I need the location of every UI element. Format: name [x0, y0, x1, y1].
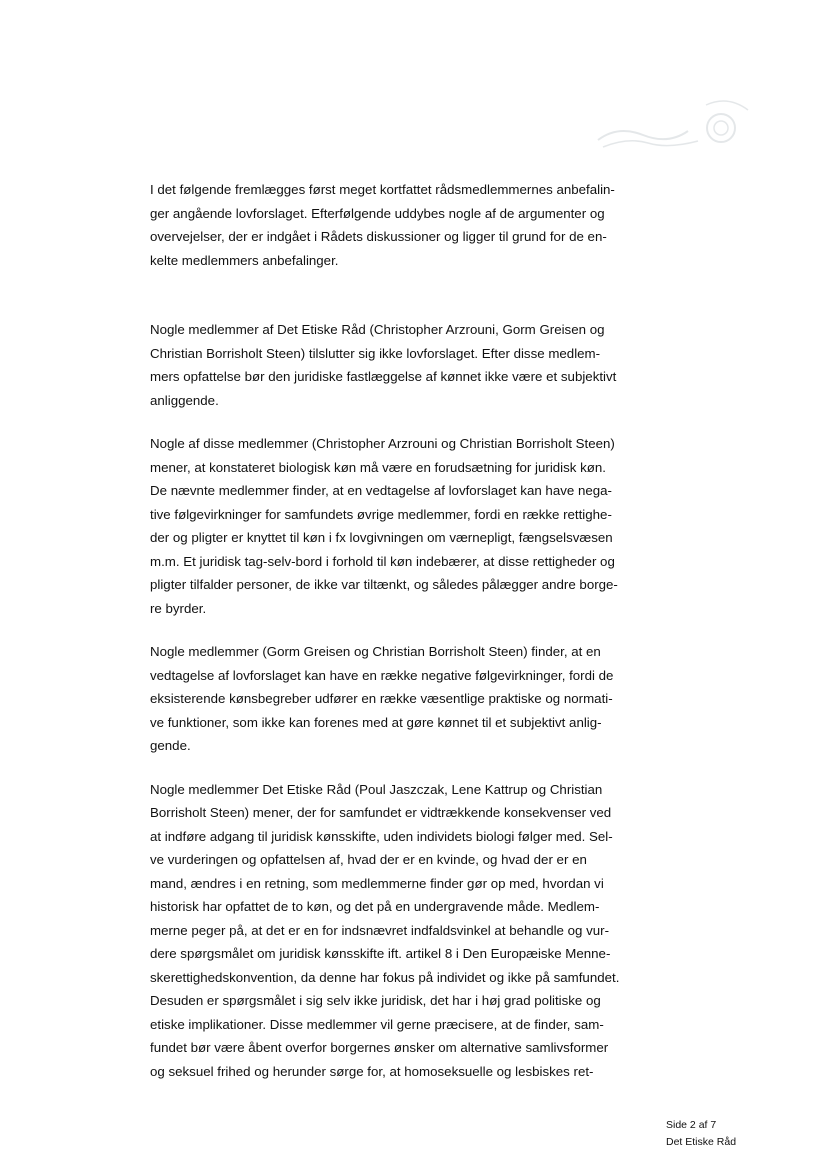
paragraph-gender-concepts: [150, 640, 646, 758]
page-number: Side 2 af 7: [666, 1119, 717, 1131]
text-line: m.m. Et juridisk tag-selv-bord i forhold til køn indebærer, at disse rettigheder og: [150, 553, 615, 569]
text-line: Christian Borrisholt Steen) tilslutter sig ikke lovforslaget. Efter disse medlem-: [150, 345, 601, 361]
text-line: der og pligter er knyttet til køn i fx lovgivningen om værnepligt, fængselsvæsen: [150, 530, 613, 545]
text-line: mener, at konstateret biologisk køn må være en forudsætning for juridisk køn.: [150, 459, 606, 475]
text-line: og seksuel frihed og herunder sørge for, at homoseksuelle og lesbiskes ret-: [150, 1063, 594, 1079]
paragraph-intro: [150, 178, 646, 272]
text-line: skerettighedskonvention, da denne har fokus på individet og ikke på samfundet.: [150, 969, 620, 985]
text-line: re byrder.: [150, 600, 207, 616]
text-line: merne peger på, at det er en for indsnævret indfaldsvinkel at behandle og vur-: [150, 922, 610, 938]
text-line: historisk har opfattet de to køn, og det på en undergravende måde. Medlem-: [150, 899, 600, 914]
paragraph-societal-consequences: [150, 778, 646, 1084]
text-line: kelte medlemmers anbefalinger.: [150, 252, 339, 268]
text-line: Nogle medlemmer Det Etiske Råd (Poul Jaszczak, Lene Kattrup og Christian: [150, 781, 603, 797]
text-line: Borrisholt Steen) mener, der for samfundet er vidtrækkende konsekvenser ved: [150, 805, 612, 820]
text-line: ve vurderingen og opfattelsen af, hvad der er en kvinde, og hvad der er en: [150, 852, 587, 867]
page-footer: [666, 1117, 736, 1151]
text-line: anliggende.: [150, 392, 219, 408]
text-line: overvejelser, der er indgået i Rådets diskussioner og ligger til grund for de en-: [150, 229, 607, 244]
text-line: at indføre adgang til juridisk kønsskifte, uden individets biologi følger med. Sel-: [150, 828, 613, 844]
text-line: Desuden er spørgsmålet i sig selv ikke juridisk, det har i høj grad politiske og: [150, 993, 601, 1008]
text-line: vedtagelse af lovforslaget kan have en række negative følgevirkninger, fordi de: [150, 667, 614, 683]
text-line: gende.: [150, 738, 191, 753]
text-line: mers opfattelse bør den juridiske fastlæggelse af kønnet ikke være et subjektivt: [150, 369, 617, 384]
paragraph-biological-sex: [150, 432, 646, 620]
organization-name: Det Etiske Råd: [666, 1136, 737, 1148]
text-line: De nævnte medlemmer finder, at en vedtagelse af lovforslaget kan have nega-: [150, 483, 612, 498]
text-line: pligter tilfalder personer, de ikke var tiltænkt, og således pålægger andre borge-: [150, 577, 618, 592]
text-line: etiske implikationer. Disse medlemmer vil gerne præcisere, at de finder, sam-: [150, 1016, 604, 1032]
text-line: tive følgevirkninger for samfundets øvrige medlemmer, fordi en række rettighe-: [150, 506, 612, 522]
logo-watermark: [588, 85, 758, 160]
document-body: [150, 178, 646, 1083]
text-line: ve funktioner, som ikke kan forenes med at gøre kønnet til et subjektivt anlig-: [150, 714, 602, 730]
text-line: mand, ændres i en retning, som medlemmerne finder gør op med, hvordan vi: [150, 875, 604, 891]
paragraph-not-supporting: [150, 318, 646, 412]
text-line: eksisterende kønsbegreber udfører en række væsentlige praktiske og normati-: [150, 691, 613, 706]
text-line: I det følgende fremlægges først meget kortfattet rådsmedlemmernes anbefalin-: [150, 182, 615, 197]
text-line: fundet bør være åbent overfor borgernes ønsker om alternative samlivsformer: [150, 1040, 609, 1055]
text-line: Nogle af disse medlemmer (Christopher Arzrouni og Christian Borrisholt Steen): [150, 436, 615, 451]
text-line: Nogle medlemmer af Det Etiske Råd (Christopher Arzrouni, Gorm Greisen og: [150, 322, 605, 337]
text-line: ger angående lovforslaget. Efterfølgende uddybes nogle af de argumenter og: [150, 205, 605, 221]
text-line: Nogle medlemmer (Gorm Greisen og Christian Borrisholt Steen) finder, at en: [150, 644, 601, 659]
text-line: dere spørgsmålet om juridisk kønsskifte ift. artikel 8 i Den Europæiske Menne-: [150, 946, 611, 961]
